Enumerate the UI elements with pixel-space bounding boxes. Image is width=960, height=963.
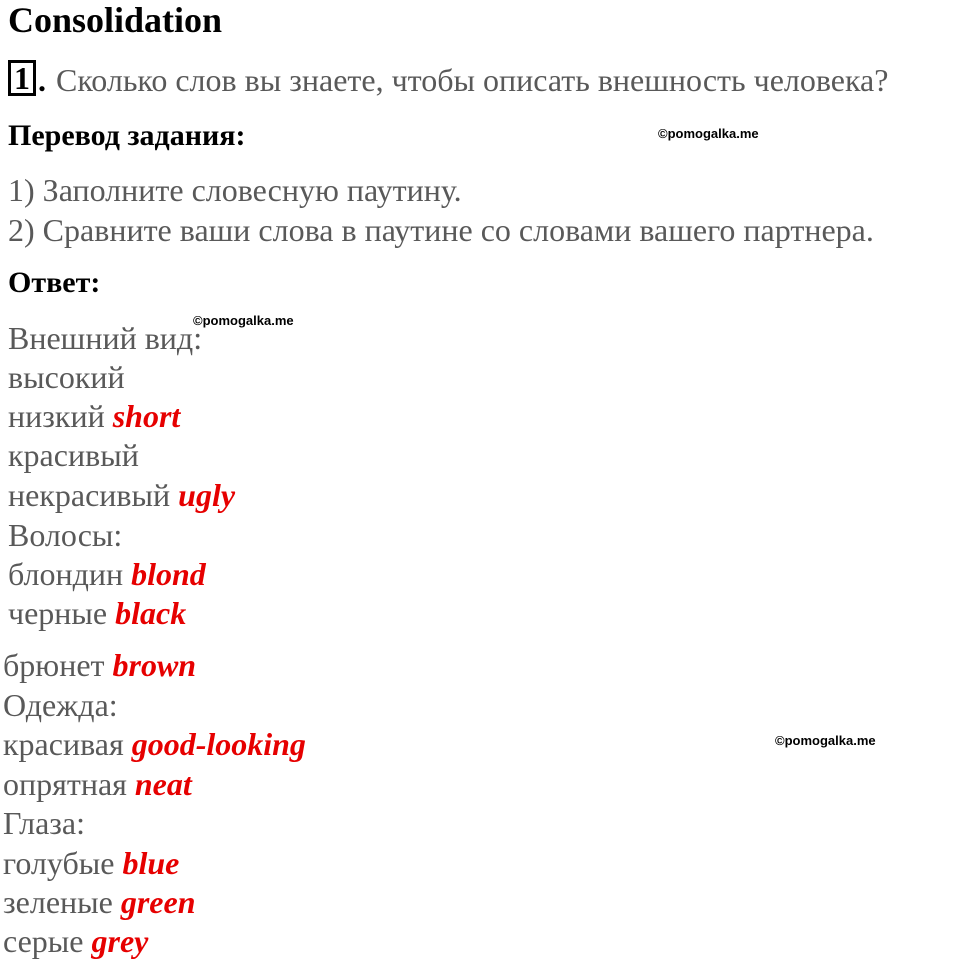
- watermark: ©pomogalka.me: [775, 733, 876, 748]
- answer-line: [8, 435, 139, 475]
- answer-ru: красивая: [3, 726, 124, 762]
- answer-ru: блондин: [8, 556, 124, 592]
- answer-ru: Внешний вид:: [8, 320, 203, 356]
- answer-line: [8, 318, 202, 358]
- answer-line: [3, 685, 118, 725]
- answer-ru: низкий: [8, 398, 105, 434]
- answer-ru: зеленые: [3, 884, 113, 920]
- answer-line: [8, 475, 235, 515]
- answer-line: [8, 396, 180, 436]
- translation-line: 1) Заполните словесную паутину.: [8, 172, 462, 208]
- answer-line: [8, 357, 125, 397]
- page-title: Consolidation: [8, 0, 223, 40]
- answer-line: [3, 921, 148, 961]
- answer-ru: красивый: [8, 437, 139, 473]
- answer-ru: голубые: [3, 845, 115, 881]
- answer-line: [3, 843, 179, 883]
- answer-en: short: [112, 398, 181, 434]
- answer-en: brown: [112, 647, 197, 683]
- answer-ru: черные: [8, 595, 108, 631]
- translation-line: 2) Сравните ваши слова в паутине со словами вашего партнера.: [8, 212, 874, 248]
- answer-line: [8, 593, 186, 633]
- answer-ru: Волосы:: [8, 517, 123, 553]
- answer-line: [8, 515, 122, 555]
- answer-line: [8, 554, 206, 594]
- answer-en: blond: [131, 556, 206, 592]
- answer-ru: Глаза:: [3, 805, 85, 841]
- task-number-box: 1: [8, 60, 36, 96]
- translation-heading: Перевод задания:: [8, 119, 246, 152]
- watermark: ©pomogalka.me: [193, 313, 294, 328]
- answer-en: ugly: [178, 477, 236, 513]
- answer-en: green: [120, 884, 196, 920]
- task-number-dot: .: [38, 62, 46, 98]
- answer-line: [3, 724, 306, 764]
- answer-ru: опрятная: [3, 766, 127, 802]
- answer-en: grey: [91, 923, 149, 959]
- answer-line: [3, 882, 196, 922]
- answer-line: [3, 645, 196, 685]
- task-question: Сколько слов вы знаете, чтобы описать внешность человека?: [56, 62, 889, 98]
- answer-ru: некрасивый: [8, 477, 171, 513]
- answer-heading: Ответ:: [8, 266, 101, 299]
- answer-ru: высокий: [8, 359, 125, 395]
- answer-en: neat: [134, 766, 192, 802]
- answer-ru: брюнет: [3, 647, 105, 683]
- answer-ru: серые: [3, 923, 84, 959]
- answer-ru: Одежда:: [3, 687, 118, 723]
- task-row: [8, 60, 888, 100]
- answer-en: blue: [122, 845, 180, 881]
- watermark: ©pomogalka.me: [658, 126, 759, 141]
- answer-en: black: [115, 595, 187, 631]
- answer-line: [3, 764, 192, 804]
- answer-en: good-looking: [131, 726, 306, 762]
- answer-line: [3, 803, 85, 843]
